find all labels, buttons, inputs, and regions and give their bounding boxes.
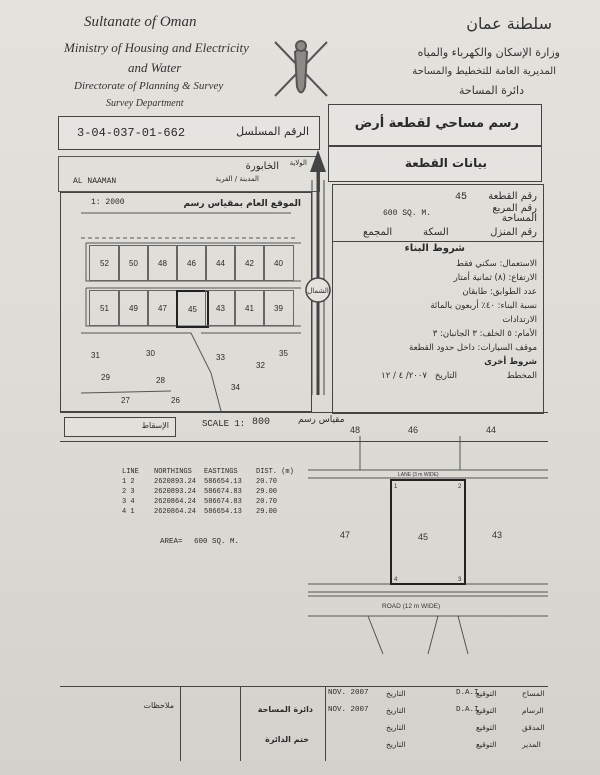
- location-plot-35: 35: [279, 349, 288, 358]
- conditions-title: شروط البناء: [404, 243, 465, 254]
- header-ar-line-1: سلطنة عمان: [466, 14, 552, 33]
- coord-area-label: AREA=: [160, 538, 183, 546]
- footer-name-2: D.A.I: [456, 706, 479, 714]
- coord-cell-r2-c2: 2620893.24: [154, 488, 197, 496]
- road-label: ROAD (12 m WIDE): [382, 603, 441, 610]
- location-plot-27: 27: [121, 396, 130, 405]
- detail-top-plot-2: 46: [408, 425, 419, 435]
- scale-label-ar: مقياس رسم: [298, 415, 345, 425]
- location-plot-34: 34: [231, 383, 240, 392]
- serial-number-value: 3-04-037-01-662: [77, 126, 186, 140]
- wilayat-value: الخابورة: [245, 161, 279, 172]
- location-plot-52: 52: [89, 245, 120, 281]
- planner-label: المخطط: [506, 371, 537, 381]
- serial-number-box: [58, 116, 320, 150]
- plot-no-value: 45: [455, 192, 468, 203]
- plan-title: رسم مساحي لقطعة أرض: [354, 116, 519, 131]
- coord-cell-r1-c4: 20.70: [256, 478, 278, 486]
- detail-right-plot: 43: [492, 530, 503, 540]
- date-value: ٢٠٠٧/ ٤ / ١٢: [381, 371, 427, 381]
- location-plot-48: 48: [147, 245, 178, 281]
- coord-cell-r4-c2: 2620864.24: [154, 508, 197, 516]
- location-plot-49: 49: [118, 290, 149, 326]
- footer-role-2: الرسام: [522, 706, 544, 715]
- parking-line: موقف السيارات: داخل حدود القطعة: [409, 343, 537, 353]
- coord-cell-r3-c3: 586674.83: [204, 498, 242, 506]
- footer-date-2: NOV. 2007: [328, 706, 369, 714]
- location-plot-26: 26: [171, 396, 180, 405]
- footer-sign-label-1: التوقيع: [476, 689, 497, 698]
- footer-date-1: NOV. 2007: [328, 689, 369, 697]
- coord-header-northings: NORTHINGS: [154, 468, 192, 476]
- area-label: المساحة: [501, 213, 537, 224]
- header-ar-line-4: دائرة المساحة: [459, 84, 524, 97]
- header-en-line-2: Ministry of Housing and Electricity: [64, 40, 249, 55]
- house-no-label: رقم المنزل: [490, 227, 537, 238]
- coord-header-line: LINE: [122, 468, 139, 476]
- header-ar-line-2: وزارة الإسكان والكهرباء والمياه: [417, 46, 560, 59]
- coord-header-eastings: EASTINGS: [204, 468, 238, 476]
- location-plot-39: 39: [263, 290, 294, 326]
- coord-area-value: 600 SQ. M.: [194, 538, 240, 546]
- location-plot-47: 47: [147, 290, 178, 326]
- location-plot-51: 51: [89, 290, 120, 326]
- footer-role-4: المدير: [522, 740, 541, 749]
- detail-left-plot: 47: [340, 530, 351, 540]
- oman-emblem: [265, 32, 337, 110]
- footer-date-label-1: التاريخ: [386, 689, 406, 698]
- lane-label: LANE (3 m WIDE): [398, 472, 439, 478]
- height-line: الارتفاع: (٨) ثمانية أمتار: [453, 273, 537, 283]
- detail-plan: [308, 414, 548, 696]
- location-plot-33: 33: [216, 353, 225, 362]
- location-plot-40: 40: [263, 245, 294, 281]
- footer-date-label-4: التاريخ: [386, 740, 406, 749]
- notes-box: [60, 687, 181, 761]
- location-plot-50: 50: [118, 245, 149, 281]
- coord-cell-r2-c3: 586674.83: [204, 488, 242, 496]
- location-plot-44: 44: [205, 245, 236, 281]
- location-plot-42: 42: [234, 245, 265, 281]
- corner-4: 4: [394, 577, 398, 583]
- location-plot-41: 41: [234, 290, 265, 326]
- footer-date-label-2: التاريخ: [386, 706, 406, 715]
- stamp-label: ختم الدائرة: [265, 735, 309, 744]
- footer-sign-label-3: التوقيع: [476, 723, 497, 732]
- coord-cell-r4-c3: 586654.13: [204, 508, 242, 516]
- projection-label: الإسقاط: [141, 421, 169, 430]
- plot-data-label-box: [328, 146, 542, 182]
- location-plot-28: 28: [156, 376, 165, 385]
- location-plot-31: 31: [91, 351, 100, 360]
- footer-role-3: المدقق: [522, 723, 545, 732]
- coord-cell-r2-c4: 29.00: [256, 488, 278, 496]
- header-en-line-1: Sultanate of Oman: [84, 14, 197, 30]
- wilayat-box: [58, 156, 320, 192]
- corner-1: 1: [394, 484, 398, 490]
- footer-date-label-3: التاريخ: [386, 723, 406, 732]
- footer: [60, 686, 548, 761]
- location-map: [60, 192, 312, 412]
- dept-box: [240, 687, 326, 761]
- header-en-line-4: Directorate of Planning & Survey: [74, 80, 224, 92]
- setbacks-title: الارتدادات: [502, 315, 537, 325]
- serial-number-label: الرقم المسلسل: [236, 125, 309, 138]
- coord-cell-r1-c1: 1 2: [122, 478, 135, 486]
- wilayat-label: الولاية: [289, 159, 307, 167]
- north-label: الشمال: [307, 287, 329, 295]
- dept-label: دائرة المساحة: [257, 705, 313, 714]
- coord-header-dist: DIST. (m): [256, 468, 294, 476]
- usage-line: الاستعمال: سكني فقط: [456, 259, 537, 269]
- village-value: AL NAAMAN: [73, 177, 117, 186]
- sikka-label: السكة: [423, 227, 449, 238]
- detail-top-plot-3: 44: [486, 425, 497, 435]
- location-scale: 1: 2000: [91, 198, 125, 207]
- block-label: رقم المربع: [492, 203, 537, 214]
- coord-cell-r3-c4: 20.70: [256, 498, 278, 506]
- coord-cell-r3-c2: 2620864.24: [154, 498, 197, 506]
- header-en-line-5: Survey Department: [106, 98, 184, 109]
- complex-label: المجمع: [363, 227, 393, 238]
- plot-info-panel: [332, 184, 544, 414]
- coverage-line: نسبة البناء: ٤٠٪ أربعون بالمائة: [430, 301, 537, 311]
- floors-line: عدد الطوابق: طابقان: [462, 287, 537, 297]
- conditions-lines: [337, 259, 537, 409]
- plan-title-box: [328, 104, 542, 146]
- footer-role-1: المساح: [522, 689, 545, 698]
- coordinates-table: [66, 468, 306, 558]
- coord-cell-r1-c3: 586654.13: [204, 478, 242, 486]
- coord-cell-r4-c1: 4 1: [122, 508, 135, 516]
- scale-label: SCALE 1:: [202, 419, 246, 429]
- footer-name-1: D.A.I: [456, 689, 479, 697]
- village-label: المدينة / القرية: [215, 175, 259, 183]
- location-title: الموقع العام بمقياس رسم: [183, 199, 301, 209]
- location-plot-43: 43: [205, 290, 236, 326]
- location-plot-45: 45: [176, 290, 209, 328]
- corner-3: 3: [458, 577, 462, 583]
- footer-sign-label-2: التوقيع: [476, 706, 497, 715]
- detail-center-plot: 45: [418, 532, 429, 542]
- scale-value: 800: [252, 417, 271, 428]
- notes-label: ملاحظات: [143, 701, 174, 710]
- setbacks-line: الأمام: ٥ الخلف: ٣ الجانبان: ٣: [432, 329, 537, 339]
- plot-no-label: رقم القطعة: [488, 191, 537, 202]
- location-plot-32: 32: [256, 361, 265, 370]
- plot-data-label: بيانات القطعة: [404, 156, 487, 170]
- detail-top-plot-1: 48: [350, 425, 361, 435]
- footer-sign-label-4: التوقيع: [476, 740, 497, 749]
- coord-cell-r1-c2: 2620893.24: [154, 478, 197, 486]
- footer-sign-rows: [326, 687, 548, 761]
- coord-cell-r3-c1: 3 4: [122, 498, 135, 506]
- coord-cell-r2-c1: 2 3: [122, 488, 135, 496]
- header-en-line-3: and Water: [128, 60, 182, 75]
- coord-cell-r4-c4: 29.00: [256, 508, 278, 516]
- projection-box: [64, 417, 176, 437]
- other-conditions-title: شروط أخرى: [484, 357, 537, 367]
- header-ar-line-3: المديرية العامة للتخطيط والمساحة: [412, 66, 556, 77]
- location-plot-46: 46: [176, 245, 207, 281]
- location-plot-29: 29: [101, 373, 110, 382]
- date-label: التاريخ: [434, 371, 457, 381]
- area-value: 600 SQ. M.: [383, 209, 432, 218]
- corner-2: 2: [458, 484, 462, 490]
- location-plot-30: 30: [146, 349, 155, 358]
